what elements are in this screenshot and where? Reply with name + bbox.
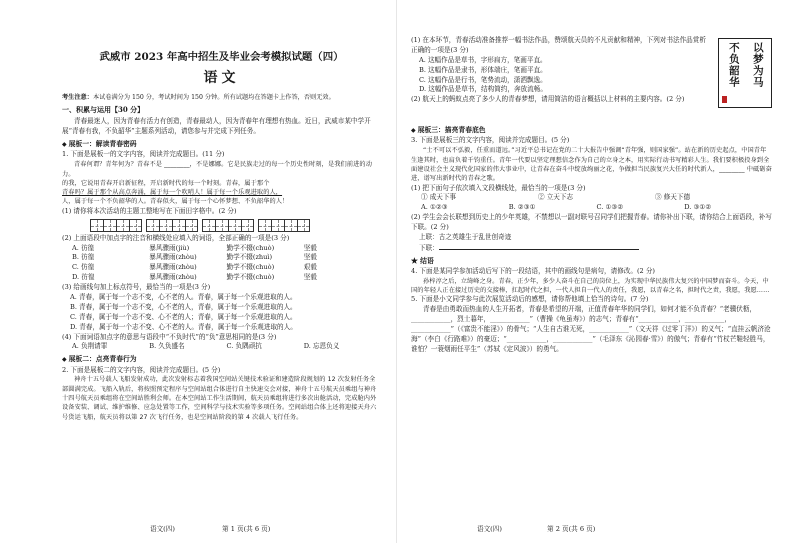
option-line: D. 这幅作品是草书，结构简约，奔放流畅。	[419, 85, 547, 94]
calligraphy-image	[718, 38, 772, 108]
task-heading: ◆ 展板一：解读青春密码	[62, 140, 137, 149]
couplet-down: 下联：	[411, 243, 772, 254]
option-cell: D. ③①②	[684, 203, 712, 212]
diamond-icon: ◆	[62, 356, 67, 364]
option-cell: 坚毅	[303, 243, 317, 252]
option-cell: 勤学不辍(zhuì)	[226, 253, 273, 262]
option-cell: 勤学不辍(chuò)	[226, 263, 275, 272]
option-grid	[421, 203, 772, 213]
option-cell: 坚毅	[303, 273, 317, 282]
footer-page-number: 第 2 页(共 6 页)	[547, 525, 596, 534]
item-cell: ② 立天下志	[538, 193, 574, 202]
option-cell: C. 负隅顽抗	[226, 342, 262, 351]
option-cell: A. 彷徨	[72, 243, 95, 252]
option-cell: 暴风骤雨(zhòu)	[149, 263, 197, 272]
option-cell: C. ①③②	[596, 203, 624, 212]
footer-subject: 语文(四)	[477, 525, 502, 534]
option-line: C. 这幅作品是行书，笔势流动，潇洒飘逸。	[419, 75, 547, 84]
question-stem: 5. 下面是小文同学参与此次展览活动后的感想，请你帮他填上恰当的诗句。(7 分)	[411, 295, 649, 304]
option-cell: 勤学不辍(chuò)	[226, 273, 275, 282]
option-line: C. 青春，属于每一个志不变、心不老的人；青春，属于每一个乐观进取的人。	[70, 312, 297, 321]
question-stem: 3. 下面是展板三的文字内容，阅读并完成题目。(5 分)	[411, 136, 570, 145]
option-cell: 艰毅	[303, 263, 317, 272]
writing-grid[interactable]	[90, 219, 381, 232]
exam-title: 武威市 2023 年高中招生及毕业会考模拟试题（四）	[99, 51, 344, 63]
question-item: (3) 给画线句加上标点符号，最恰当的一项是(3 分)	[62, 283, 211, 292]
diamond-icon: ◆	[62, 141, 67, 149]
passage-paragraph: 神舟十五号载人飞船发射成功，此次发射标志着我国空间站关键技术验证和建造阶段规划的 12 次发射任务全部圆满完成。飞船入轨后，将按照预定程序与空间站组合体进行自主快速交会对接，神舟十五号航天员乘组与神舟十四号航天员乘组将在空间站胜利会师。在本空间站工作生活期间，航天员乘组将进行多次出舱活动，完成舱内外设备安装、调试、维护维修、应急处置等工作，空间科学与技术实验等多项任务。空间站组合体上还将迎接天舟六号货运飞船，航天员将以第 27 次飞行任务，也是空间站阶段的第 4 次载人飞行任务。	[62, 376, 377, 421]
option-grid	[72, 244, 381, 284]
option-list	[62, 293, 381, 333]
option-cell: A. 负荆请罪	[72, 342, 108, 351]
option-cell: B. ②③①	[508, 203, 536, 212]
task-heading: ◆ 展板三：描亮青春底色	[411, 126, 486, 135]
question-item: (1) 把下面句子依次填入文段横线处，最恰当的一项是(3 分)	[411, 183, 586, 192]
option-line: A. 这幅作品是草书，字形扁方，笔画平直。	[419, 55, 547, 64]
option-cell: 暴风骤雨(zhòu)	[149, 273, 197, 282]
item-grid	[421, 193, 772, 203]
subject-title: 语文	[203, 69, 240, 86]
passage-line: 青春何谓？青年何为？青春不是 ________，不是娜娜。它是民族走过的每一个历史性时刻，是我们前进的动力。	[62, 161, 372, 178]
passage-paragraph: 青春是由勇敢而热血的人生开拓者，青春是希望的开端，正值青春年华的同学们，如何才能不负青春？“老骥伏枥，____________，烈士暮年，____________”（曹操《龟虽寿》）的志气；青春有“____________，____________，____________”（《富贵不能淫》）的骨气；“人生自古谁无死，____________”（文天祥《过零丁洋》）的义气；“直挂云帆济沧海”（李白《行路难》）的豪迈；“____________，____________”（毛泽东《沁园春·雪》）的傲气；青春有“竹杖芒鞋轻胜马，谁怕？一蓑烟雨任平生”（苏轼《定风波》）的勇气。	[411, 305, 771, 353]
option-line: B. 青春，属于每一个志不变，心不老的人，青春，属于每一个乐观进取的人。	[70, 302, 297, 311]
option-grid	[72, 342, 381, 352]
question-item: (1) 在本环节，青春活动准备推荐一幅书法作品，赞颂航天员的不凡贡献和精神，下列对书法作品赏析正确的一项是(3 分)	[411, 36, 706, 54]
question-stem: 2. 下面是展板二的文字内容，阅读并完成题目。(5 分)	[62, 365, 221, 374]
option-line: B. 这幅作品是隶书，形体端庄，笔画平直。	[419, 65, 547, 74]
option-cell: A. ①②③	[421, 203, 448, 212]
option-cell: 勤学不辍(chuò)	[226, 243, 275, 252]
answer-line[interactable]	[439, 243, 639, 250]
footer-subject: 语文(四)	[150, 525, 175, 534]
exam-page-right	[397, 0, 794, 543]
section-heading: ★ 结语	[411, 256, 434, 265]
item-cell: ③ 修天下德	[655, 193, 691, 202]
question-item-wrap	[411, 36, 711, 105]
option-list	[411, 56, 711, 96]
calligraphy-column: 以梦为马	[751, 42, 764, 88]
question-item: (2) 上面语段中加点字的注音和横线处应填入的词语，全部正确的一项是(3 分)	[62, 233, 290, 242]
option-line: A. 青春，属于每一个志不变，心不老的人。青春，属于每一个乐观进取的人。	[70, 292, 297, 301]
footer-page-number: 第 1 页(共 6 页)	[222, 525, 271, 534]
calligraphy-column: 不负韶华	[727, 42, 740, 88]
item-cell: ① 成天下事	[421, 193, 457, 202]
task-heading: ◆ 展板二：点亮青春行为	[62, 355, 137, 364]
option-cell: 坚毅	[303, 253, 317, 262]
option-cell: B. 彷徨	[72, 253, 95, 262]
option-line: D. 青春，属于每一个志不变、心不老的人。青春，属于每一个乐观进取的人。	[70, 322, 297, 331]
passage-paragraph: “士不可以不弘毅，任重而道远。”习近平总书记在党的二十大报告中强调“青年强，则国家强”。站在新的历史起点，中国青年生逢其时，也肩负着千钧重任。青年一代要以坚定理想信念作为自己的立身之本，用实际行动书写精彩人生。我们要积极投身到全面建设社会主义现代化国家的伟大事业中，让青春在奋斗中绽放绚丽之花，争做担当民族复兴大任的时代新人，________ 中砥砺奋进，谱写出新时代的青春之歌。	[411, 147, 772, 183]
option-cell: C. 仿徨	[72, 263, 95, 272]
passage-line: 青春吗？属于那个从高点奔涌，属于每一个吹哨人！属于每一个乐观进取的人，	[62, 189, 283, 197]
question-item: (1) 请你将本次活动的主题工整地写在下面田字格中。(2 分)	[62, 206, 237, 215]
section-heading: 一、积累与运用【30 分】	[62, 104, 145, 114]
question-item: (2) 航天上的蚂蚁点亮了多少人的青春梦想，请用简洁的语言概括以上材料的主要内容。(2 分)	[411, 95, 685, 104]
seal-stamp	[722, 96, 727, 103]
passage-line: 的我，它说用青春开启新征程，开启新时代的每一个时刻。青春，属于那个	[62, 179, 270, 187]
option-cell: 暴风骤雨(zhòu)	[149, 253, 197, 262]
exam-notice	[62, 93, 381, 102]
passage-paragraph: 孙梓淳之后，立绮峰之身。青春，正少年，多少人奋斗在自己的岗位上，为实现中华民族伟大复兴的中国梦而奋斗。今天，中国的年轻人正在接过历史的交接棒，扛起时代之担，一代人担自一代人的责任，我愿，以青春之名，担时代之责，我愿，我愿……	[411, 277, 770, 295]
notice-text: 本试卷满分为 150 分，考试时间为 150 分钟。所有试题均在答题卡上作答，否则无效。	[92, 93, 335, 101]
question-item: (4) 下面词语加点字的意思与语段中“不负时代”的“负”意思相同的是(3 分)	[62, 332, 277, 341]
diamond-icon: ◆	[411, 127, 416, 135]
question-stem: 1. 下面是展板一的文字内容，阅读并完成题目。(11 分)	[62, 150, 225, 159]
notice-label: 考生注意：	[62, 93, 93, 101]
option-cell: D. 彷徨	[72, 273, 95, 282]
question-stem: 4. 下面是某同学参加活动后写下的一段结语，其中的画线句是病句，请修改。(2 分)	[411, 266, 656, 275]
passage-line: 人，属于每一个不负韶华的人。青春似火，属于每一个心怀梦想、不负韶华的人！	[62, 198, 289, 206]
option-cell: 暴风骤雨(jiù)	[149, 243, 190, 252]
couplet-up: 上联：古之英雄生于乱世创奇迹	[419, 232, 512, 241]
question-item: (2) 学生会会长联想到历史上的少年英雄，不禁想以一副对联号召同学们把握青春。请你补出下联，请你结合上面语段，补写下联。(2 分)	[411, 213, 772, 232]
option-cell: D. 忘恩负义	[303, 342, 340, 351]
option-cell: B. 久负盛名	[149, 342, 185, 351]
intro-paragraph: 青春最迷人，因为青春有活力有创造，青春最动人，因为青春年有理想有热血。近日，武威市某中学开展“青春有我，不负韶华”主题系列活动，请您参与并完成下列任务。	[62, 117, 371, 136]
